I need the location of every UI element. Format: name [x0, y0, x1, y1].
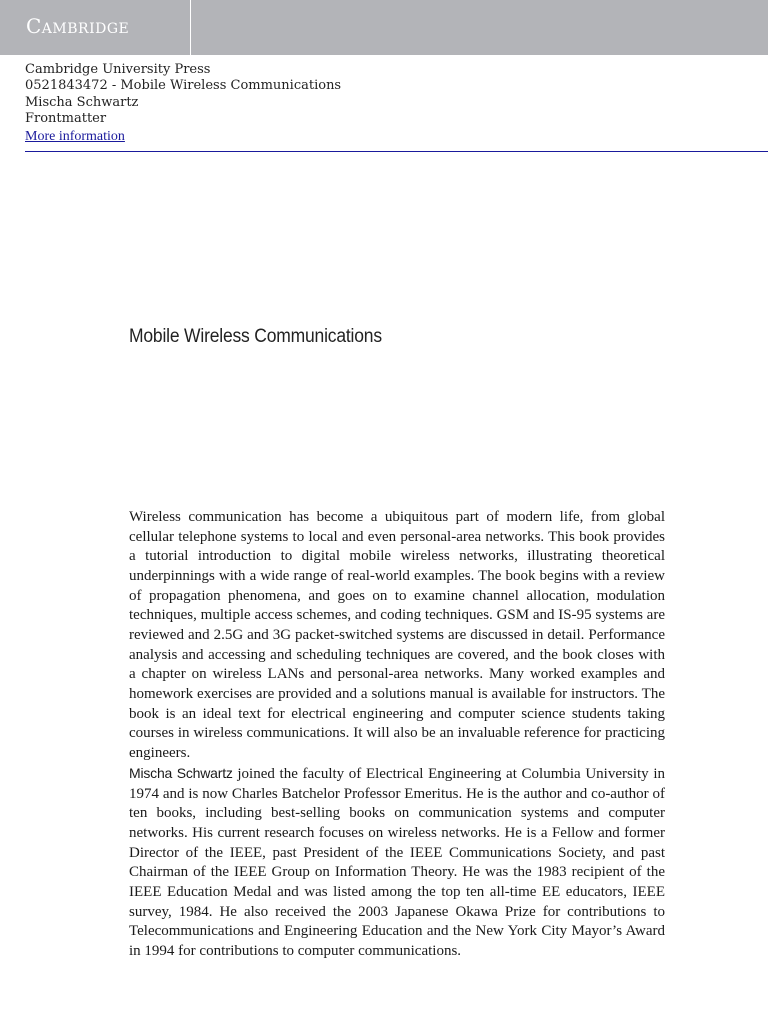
more-information-link[interactable]: More information [25, 128, 125, 144]
book-description: Wireless communication has become a ubiquitous part of modern life, from global cellular telephone systems to local and even personal-area networks. This book provides a tutorial introduction to digital mobile wireless networks, illustrating theoretical underpinnings with a wide range of real-world examples. The book begins with a review of propagation phenomena, and goes on to examine channel allocation, modulation techniques, multiple access schemes, and coding techniques. GSM and IS-95 systems are reviewed and 2.5G and 3G packet-switched systems are discussed in detail. Performance analysis and accessing and scheduling techniques are covered, and the book closes with a chapter on wireless LANs and personal-area networks. Many worked examples and homework exercises are provided and a solutions manual is available for instructors. The book is an ideal text for electrical engineering and computer science students taking courses in wireless communications. It will also be an invaluable reference for practicing engineers. [129, 509, 665, 761]
publisher-logo: Cambridge [26, 14, 130, 38]
bio-author-name: Mischa Schwartz [129, 765, 233, 781]
publisher-name: Cambridge University Press [25, 62, 211, 77]
header-divider [25, 151, 768, 152]
book-title: Mobile Wireless Communications [129, 326, 382, 347]
publisher-logo-cell [0, 0, 191, 55]
section-name: Frontmatter [25, 111, 107, 127]
author-name-meta: Mischa Schwartz [25, 94, 139, 110]
document-metadata [25, 62, 341, 145]
author-biography [129, 764, 665, 962]
isbn-title: 0521843472 - Mobile Wireless Communications [25, 78, 342, 94]
publisher-header-bar [0, 0, 768, 55]
bio-text: joined the faculty of Electrical Engineering at Columbia University in 1974 and is now Charles Batchelor Professor Emeritus. He is the author and co-author of ten books, including best-selling books on communication systems and computer networks. His current research focuses on wireless networks. He is a Fellow and former Director of the IEEE, past President of the IEEE Communications Society, and past Chairman of the IEEE Group on Information Theory. He was the 1983 recipient of the IEEE Education Medal and was listed among the top ten all-time EE educators, IEEE survey, 1984. He also received the 2003 Japanese Okawa Prize for contributions to Telecommunications and Engineering Education and the New York City Mayor’s Award in 1994 for contributions to computer communications. [129, 766, 665, 959]
